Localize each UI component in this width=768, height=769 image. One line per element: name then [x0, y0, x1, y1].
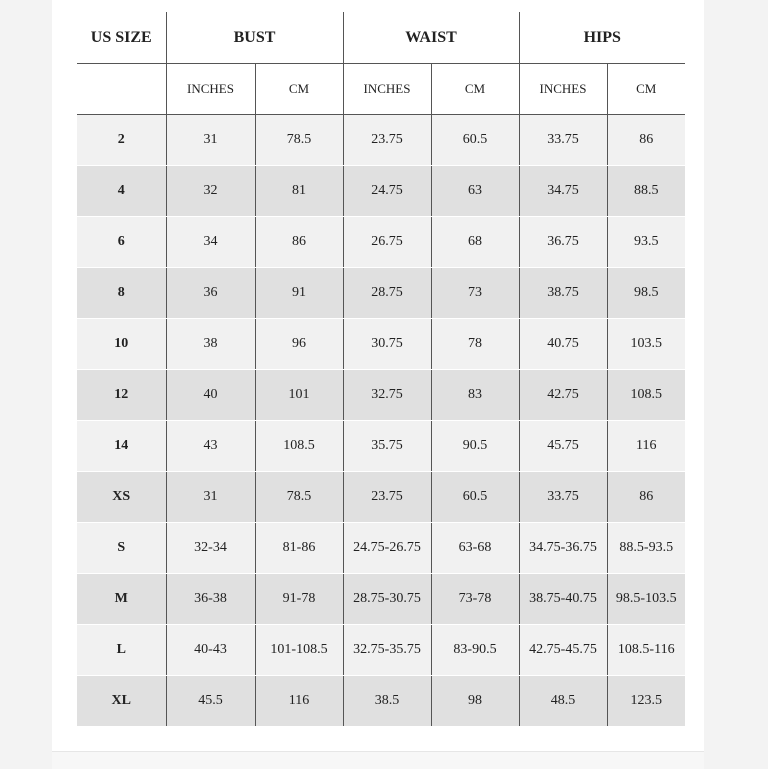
table-row — [77, 370, 685, 421]
cell-waist-inches: 38.5 — [343, 676, 431, 727]
size-label: XL — [77, 676, 166, 727]
cell-waist-cm: 83 — [431, 370, 519, 421]
header-row — [77, 12, 685, 64]
cell-hips-cm: 98.5 — [607, 268, 685, 319]
cell-bust-cm: 86 — [255, 217, 343, 268]
cell-waist-cm: 83-90.5 — [431, 625, 519, 676]
cell-hips-cm: 98.5-103.5 — [607, 574, 685, 625]
cell-waist-inches: 23.75 — [343, 115, 431, 166]
cell-bust-cm: 96 — [255, 319, 343, 370]
cell-bust-cm: 81-86 — [255, 523, 343, 574]
cell-waist-cm: 73 — [431, 268, 519, 319]
cell-waist-inches: 32.75 — [343, 370, 431, 421]
unit-blank — [77, 64, 166, 115]
size-label: M — [77, 574, 166, 625]
table-row — [77, 217, 685, 268]
cell-hips-cm: 88.5 — [607, 166, 685, 217]
cell-waist-cm: 90.5 — [431, 421, 519, 472]
cell-hips-cm: 88.5-93.5 — [607, 523, 685, 574]
cell-hips-cm: 116 — [607, 421, 685, 472]
cell-bust-inches: 32 — [166, 166, 255, 217]
cell-waist-cm: 63 — [431, 166, 519, 217]
cell-bust-cm: 101-108.5 — [255, 625, 343, 676]
cell-waist-cm: 78 — [431, 319, 519, 370]
cell-hips-inches: 40.75 — [519, 319, 607, 370]
cell-bust-cm: 108.5 — [255, 421, 343, 472]
table-row — [77, 523, 685, 574]
cell-waist-cm: 68 — [431, 217, 519, 268]
size-label: L — [77, 625, 166, 676]
table-row — [77, 166, 685, 217]
cell-hips-inches: 33.75 — [519, 115, 607, 166]
cell-hips-inches: 42.75-45.75 — [519, 625, 607, 676]
header-us-size: US SIZE — [77, 12, 166, 64]
header-waist: WAIST — [343, 12, 519, 64]
cell-bust-inches: 38 — [166, 319, 255, 370]
cell-hips-inches: 38.75 — [519, 268, 607, 319]
cell-hips-inches: 36.75 — [519, 217, 607, 268]
cell-hips-inches: 48.5 — [519, 676, 607, 727]
cell-bust-inches: 36 — [166, 268, 255, 319]
cell-hips-inches: 38.75-40.75 — [519, 574, 607, 625]
cell-hips-cm: 103.5 — [607, 319, 685, 370]
cell-bust-cm: 91-78 — [255, 574, 343, 625]
header-bust: BUST — [166, 12, 343, 64]
size-label: 2 — [77, 115, 166, 166]
cell-hips-cm: 108.5-116 — [607, 625, 685, 676]
cell-hips-inches: 45.75 — [519, 421, 607, 472]
cell-waist-cm: 73-78 — [431, 574, 519, 625]
cell-bust-inches: 31 — [166, 472, 255, 523]
unit-waist-cm: CM — [431, 64, 519, 115]
cell-hips-inches: 33.75 — [519, 472, 607, 523]
cell-hips-inches: 34.75-36.75 — [519, 523, 607, 574]
table-row — [77, 472, 685, 523]
cell-bust-cm: 116 — [255, 676, 343, 727]
cell-bust-cm: 78.5 — [255, 115, 343, 166]
unit-bust-inches: INCHES — [166, 64, 255, 115]
cell-waist-inches: 23.75 — [343, 472, 431, 523]
cell-bust-inches: 43 — [166, 421, 255, 472]
cell-hips-inches: 34.75 — [519, 166, 607, 217]
cell-waist-cm: 63-68 — [431, 523, 519, 574]
cell-bust-cm: 78.5 — [255, 472, 343, 523]
size-label: 12 — [77, 370, 166, 421]
unit-hips-inches: INCHES — [519, 64, 607, 115]
cell-bust-inches: 32-34 — [166, 523, 255, 574]
cell-bust-cm: 101 — [255, 370, 343, 421]
cell-bust-inches: 45.5 — [166, 676, 255, 727]
table-row — [77, 421, 685, 472]
cell-hips-cm: 93.5 — [607, 217, 685, 268]
cell-waist-cm: 98 — [431, 676, 519, 727]
table-row — [77, 268, 685, 319]
cell-waist-inches: 32.75-35.75 — [343, 625, 431, 676]
cell-waist-cm: 60.5 — [431, 115, 519, 166]
cell-hips-inches: 42.75 — [519, 370, 607, 421]
unit-bust-cm: CM — [255, 64, 343, 115]
unit-waist-inches: INCHES — [343, 64, 431, 115]
cell-waist-inches: 24.75-26.75 — [343, 523, 431, 574]
cell-bust-inches: 36-38 — [166, 574, 255, 625]
table-row — [77, 676, 685, 727]
table-row — [77, 319, 685, 370]
size-label: 4 — [77, 166, 166, 217]
cell-hips-cm: 86 — [607, 115, 685, 166]
size-label: XS — [77, 472, 166, 523]
unit-row — [77, 64, 685, 115]
size-chart-table — [77, 12, 685, 727]
size-label: 10 — [77, 319, 166, 370]
cell-hips-cm: 108.5 — [607, 370, 685, 421]
cell-hips-cm: 123.5 — [607, 676, 685, 727]
bottom-strip — [52, 751, 704, 769]
table-row — [77, 115, 685, 166]
cell-waist-inches: 35.75 — [343, 421, 431, 472]
cell-bust-cm: 91 — [255, 268, 343, 319]
cell-waist-inches: 28.75 — [343, 268, 431, 319]
cell-bust-cm: 81 — [255, 166, 343, 217]
table-row — [77, 625, 685, 676]
cell-hips-cm: 86 — [607, 472, 685, 523]
cell-waist-cm: 60.5 — [431, 472, 519, 523]
cell-bust-inches: 31 — [166, 115, 255, 166]
cell-waist-inches: 24.75 — [343, 166, 431, 217]
cell-bust-inches: 34 — [166, 217, 255, 268]
size-label: S — [77, 523, 166, 574]
cell-waist-inches: 26.75 — [343, 217, 431, 268]
size-label: 14 — [77, 421, 166, 472]
cell-bust-inches: 40-43 — [166, 625, 255, 676]
table-row — [77, 574, 685, 625]
cell-waist-inches: 30.75 — [343, 319, 431, 370]
unit-hips-cm: CM — [607, 64, 685, 115]
header-hips: HIPS — [519, 12, 685, 64]
size-label: 6 — [77, 217, 166, 268]
cell-bust-inches: 40 — [166, 370, 255, 421]
cell-waist-inches: 28.75-30.75 — [343, 574, 431, 625]
size-label: 8 — [77, 268, 166, 319]
